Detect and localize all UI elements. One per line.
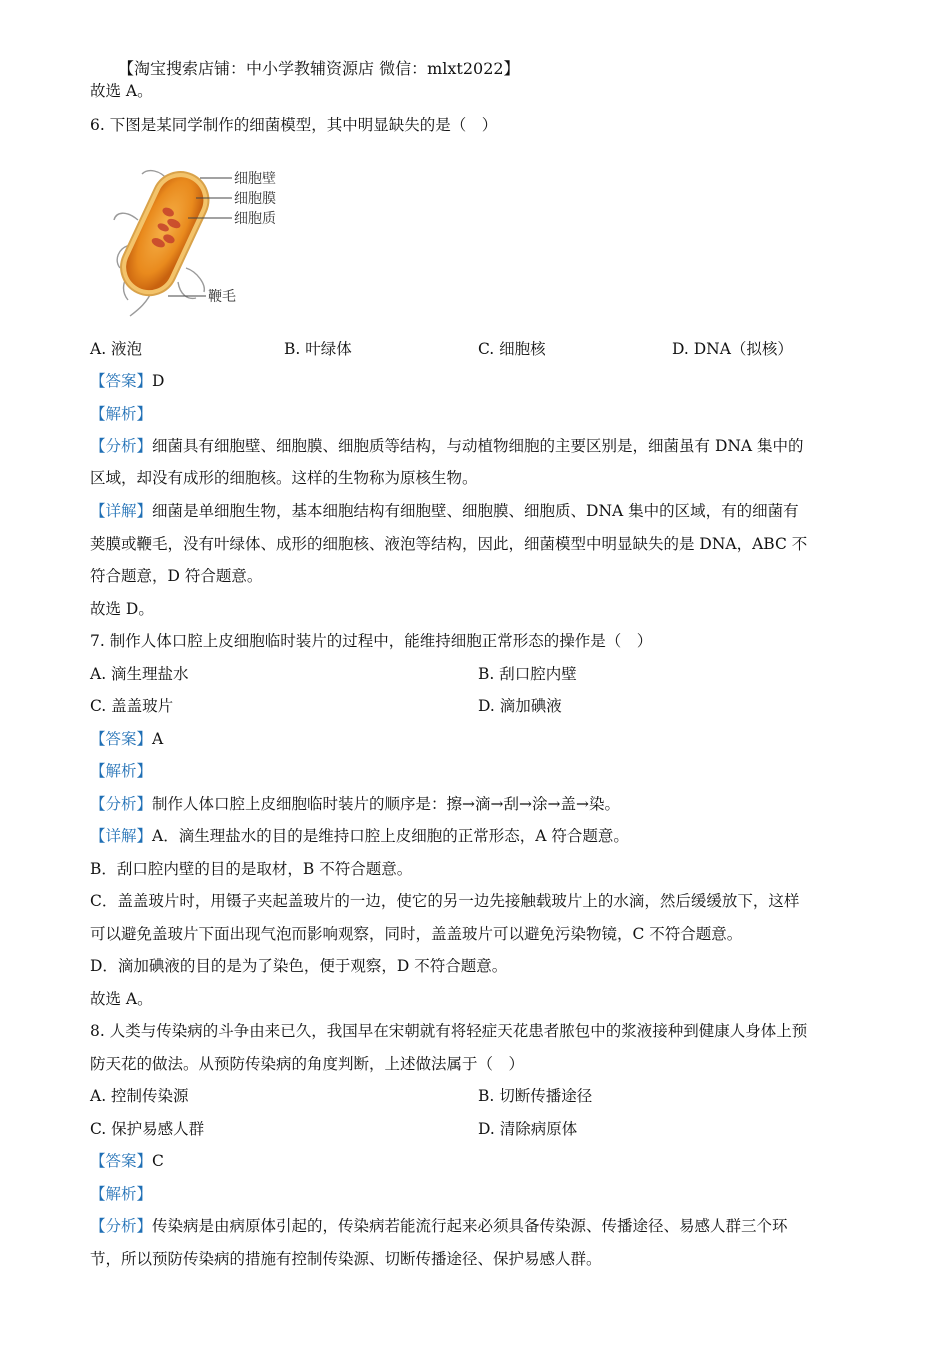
- q7-answer-line: [90, 728, 163, 750]
- q8-fenxi-line-2: 节，所以预防传染病的措施有控制传染源、切断传播途径、保护易感人群。: [90, 1250, 602, 1268]
- q7-option-d: D. 滴加碘液: [478, 697, 562, 715]
- q8-stem-line-1: 8. 人类与传染病的斗争由来已久，我国早在宋朝就有将轻症天花患者脓包中的浆液接种到健康人身体上预: [90, 1022, 808, 1040]
- label-cell-wall: 细胞壁: [234, 171, 276, 187]
- q6-fenxi-line-1: [90, 435, 804, 457]
- fenxi-tag: 【分析】: [90, 437, 153, 455]
- q7-fenxi-line: [90, 793, 620, 815]
- q6-answer: D: [152, 372, 165, 390]
- fenxi-tag: 【分析】: [90, 795, 153, 813]
- q7-analysis-tag: 【解析】: [90, 762, 153, 780]
- answer-tag: 【答案】: [90, 372, 153, 390]
- q8-option-b: B. 切断传播途径: [478, 1087, 593, 1105]
- q6-analysis-tag: 【解析】: [90, 405, 153, 423]
- label-cytoplasm: 细胞质: [234, 211, 276, 227]
- q8-stem-line-2: 防天花的做法。从预防传染病的角度判断，上述做法属于（ ）: [90, 1055, 525, 1073]
- q8-option-d: D. 清除病原体: [478, 1120, 578, 1138]
- q5-conclusion: 故选 A。: [90, 82, 153, 100]
- q7-option-c-explanation-2: 可以避免盖玻片下面出现气泡而影响观察，同时，盖盖玻片可以避免污染物镜，C 不符合题意。: [90, 925, 743, 943]
- q6-xiangjie-line-3: 符合题意，D 符合题意。: [90, 567, 263, 585]
- q7-fenxi-text: 制作人体口腔上皮细胞临时装片的顺序是：擦→滴→刮→涂→盖→染。: [152, 795, 620, 813]
- fenxi-tag: 【分析】: [90, 1217, 153, 1235]
- q6-xiangjie-text-1: 细菌是单细胞生物，基本细胞结构有细胞壁、细胞膜、细胞质、DNA 集中的区域，有的细菌有: [152, 502, 799, 520]
- q7-option-c-explanation-1: C．盖盖玻片时，用镊子夹起盖玻片的一边，使它的另一边先接触载玻片上的水滴，然后缓缓放下，这样: [90, 892, 800, 910]
- bacteria-model-figure: [108, 150, 298, 326]
- q6-conclusion: 故选 D。: [90, 600, 154, 618]
- q6-option-b: B. 叶绿体: [284, 340, 352, 358]
- q8-analysis-tag: 【解析】: [90, 1185, 153, 1203]
- q8-fenxi-line-1: [90, 1215, 788, 1237]
- q6-stem: 6. 下图是某同学制作的细菌模型，其中明显缺失的是（ ）: [90, 116, 498, 134]
- xiangjie-tag: 【详解】: [90, 502, 153, 520]
- answer-tag: 【答案】: [90, 1152, 153, 1170]
- q7-answer: A: [152, 730, 164, 748]
- q7-option-a: A. 滴生理盐水: [90, 665, 189, 683]
- q7-option-c: C. 盖盖玻片: [90, 697, 174, 715]
- label-cell-membrane: 细胞膜: [234, 191, 276, 207]
- q8-option-a: A. 控制传染源: [90, 1087, 189, 1105]
- q7-conclusion: 故选 A。: [90, 990, 153, 1008]
- q7-stem: 7. 制作人体口腔上皮细胞临时装片的过程中，能维持细胞正常形态的操作是（ ）: [90, 632, 653, 650]
- q7-xiangjie-a: A．滴生理盐水的目的是维持口腔上皮细胞的正常形态，A 符合题意。: [152, 827, 629, 845]
- q6-xiangjie-line-2: 荚膜或鞭毛，没有叶绿体、成形的细胞核、液泡等结构，因此，细菌模型中明显缺失的是 DNA，ABC 不: [90, 535, 808, 553]
- q8-fenxi-text-1: 传染病是由病原体引起的，传染病若能流行起来必须具备传染源、传播途径、易感人群三个环: [152, 1217, 788, 1235]
- q6-fenxi-line-2: 区域，却没有成形的细胞核。这样的生物称为原核生物。: [90, 469, 478, 487]
- q7-option-b-explanation: B．刮口腔内壁的目的是取材，B 不符合题意。: [90, 860, 413, 878]
- q8-answer: C: [152, 1152, 164, 1170]
- q6-xiangjie-line-1: [90, 500, 799, 522]
- q8-answer-line: [90, 1150, 164, 1172]
- q7-option-d-explanation: D．滴加碘液的目的是为了染色，便于观察，D 不符合题意。: [90, 957, 508, 975]
- q8-option-c: C. 保护易感人群: [90, 1120, 205, 1138]
- bacterium-cell: [112, 163, 218, 304]
- xiangjie-tag: 【详解】: [90, 827, 153, 845]
- q6-option-c: C. 细胞核: [478, 340, 546, 358]
- header-banner: 【淘宝搜索店铺：中小学教辅资源店 微信：mlxt2022】: [118, 59, 520, 78]
- q6-answer-line: [90, 370, 164, 392]
- q7-option-b: B. 刮口腔内壁: [478, 665, 577, 683]
- q6-fenxi-text-1: 细菌具有细胞壁、细胞膜、细胞质等结构，与动植物细胞的主要区别是，细菌虽有 DNA 集中的: [152, 437, 804, 455]
- answer-tag: 【答案】: [90, 730, 153, 748]
- label-flagellum: 鞭毛: [208, 289, 236, 305]
- q6-option-d: D. DNA（拟核）: [672, 340, 793, 358]
- q7-xiangjie-line: [90, 825, 629, 847]
- q6-option-a: A. 液泡: [90, 340, 143, 358]
